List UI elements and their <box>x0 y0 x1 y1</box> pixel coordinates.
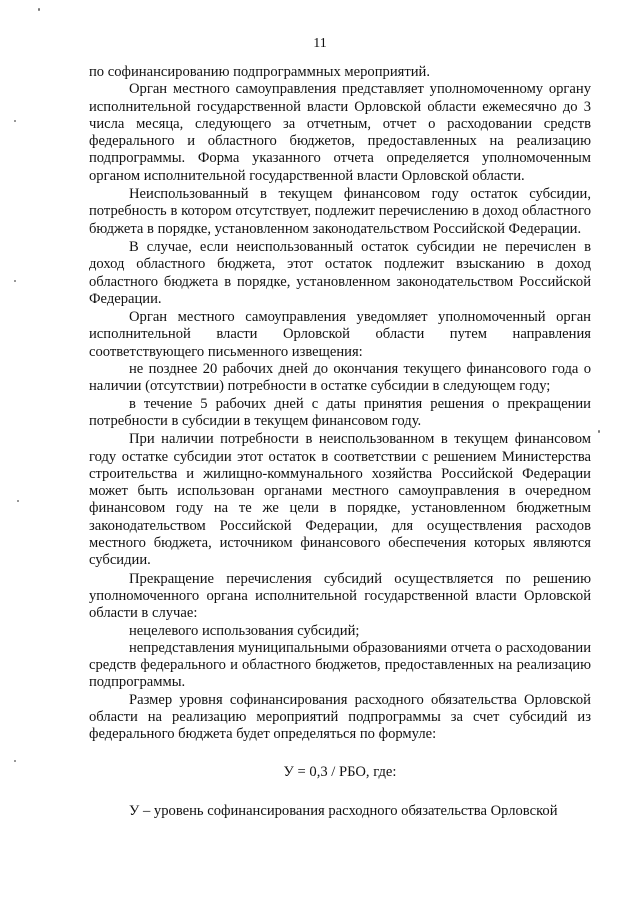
scan-mark <box>598 430 600 433</box>
body-text <box>89 64 591 820</box>
paragraph: При наличии потребности в неиспользованном в текущем финансовом году остатке субсидии этот остаток в соответствии с решением Министерства строительства и жилищно-коммунального хозяйства Российской Федерации может быть использован органами местного самоуправления в очередном финансовом году на те же цели в порядке, установленном бюджетным законодательством Российской Федерации, для осуществления расходов местного бюджета, источником финансового обеспечения которых являются субсидии. <box>89 431 591 569</box>
page-number: 11 <box>313 36 327 51</box>
paragraph: В случае, если неиспользованный остаток субсидии не перечислен в доход областного бюджета, этот остаток подлежит взысканию в доход областного бюджета в порядке, установленном законодательством Российской Федерации. <box>89 238 591 307</box>
paragraph: Орган местного самоуправления представляет уполномоченному органу исполнительной государственной власти Орловской области ежемесячно до 3 числа месяца, следующего за отчетным, отчет о расходовании средств федерального и областного бюджетов, предоставленных на реализацию подпрограммы. Форма указанного отчета определяется уполномоченным органом исполнительной государственной власти Орловской области. <box>89 81 591 184</box>
paragraph: непредставления муниципальными образованиями отчета о расходовании средств федерального и областного бюджетов, предоставленных на реализацию подпрограммы. <box>89 639 591 691</box>
paragraph: Орган местного самоуправления уведомляет уполномоченный орган исполнительной власти Орловской области путем направления соответствующего письменного извещения: <box>89 309 591 360</box>
paragraph: не позднее 20 рабочих дней до окончания текущего финансового года о наличии (отсутствии) потребности в остатке субсидии в следующем году; <box>89 361 591 395</box>
paragraph: Размер уровня софинансирования расходного обязательства Орловской области на реализацию мероприятий подпрограммы за счет субсидий из федерального бюджета будет определяться по формуле: <box>89 691 591 743</box>
definition: У – уровень софинансирования расходного обязательства Орловской <box>129 802 558 819</box>
paragraph: Прекращение перечисления субсидий осуществляется по решению уполномоченного органа исполнительной государственной власти Орловской области в случае: <box>89 570 591 622</box>
scan-mark <box>38 8 40 11</box>
paragraph: в течение 5 рабочих дней с даты принятия решения о прекращении потребности в субсидии в текущем финансовом году. <box>89 395 591 429</box>
paragraph: нецелевого использования субсидий; <box>129 622 360 639</box>
scan-mark <box>14 760 16 762</box>
paragraph: Неиспользованный в текущем финансовом году остаток субсидии, потребность в котором отсутствует, подлежит перечислению в доход областного бюджета в порядке, установленном законодательством Российской Федерации. <box>89 186 591 237</box>
scan-mark <box>17 500 19 502</box>
scan-mark <box>14 280 16 282</box>
formula: У = 0,3 / РБО, где: <box>283 763 397 780</box>
scan-mark <box>14 120 16 122</box>
paragraph: по софинансированию подпрограммных мероприятий. <box>89 64 431 80</box>
